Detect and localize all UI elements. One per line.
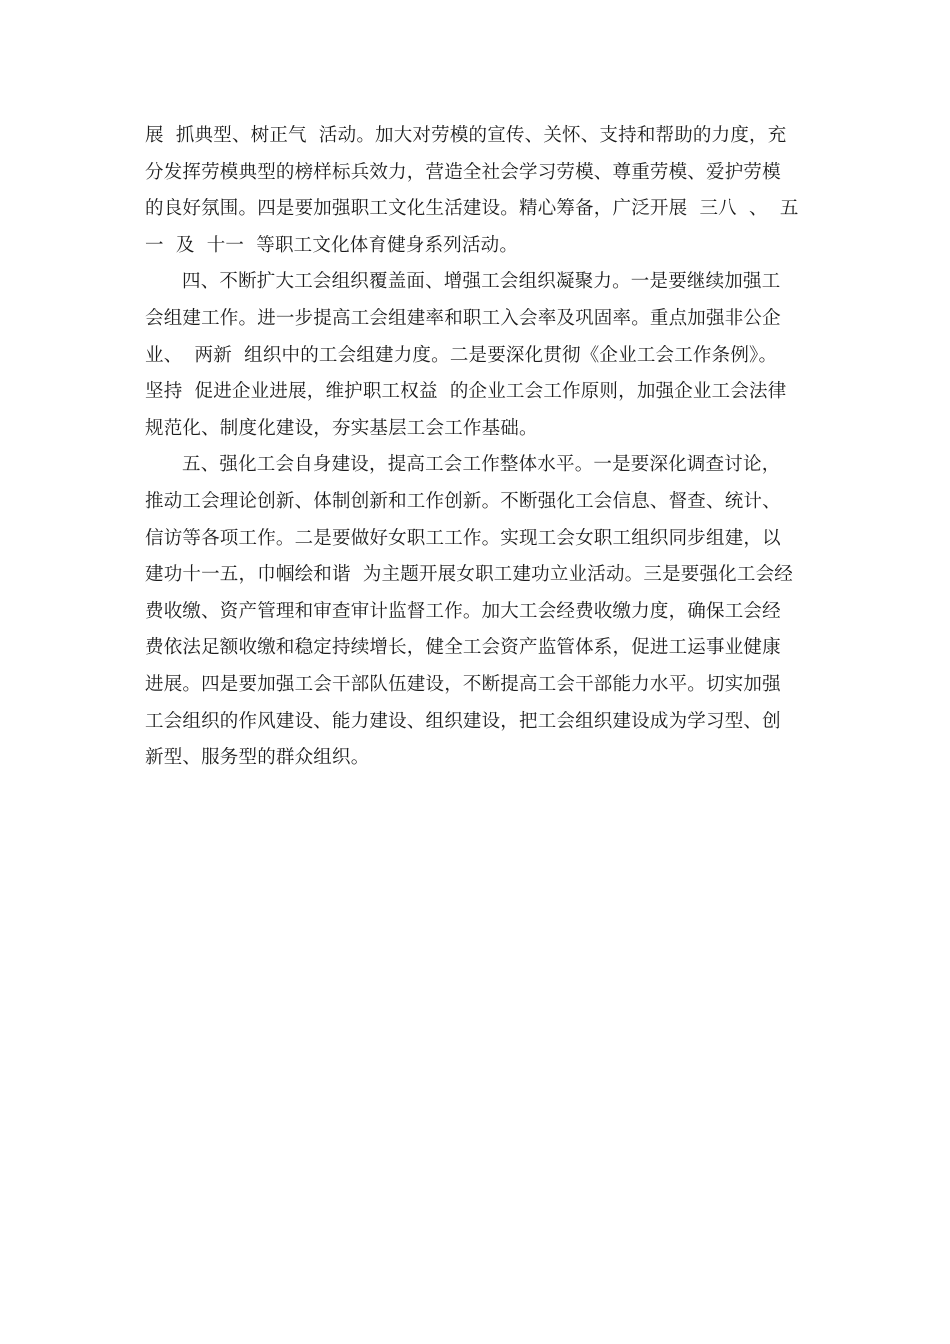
text-line: 业、 两新 组织中的工会组建力度。二是要深化贯彻《企业工会工作条例》。 [145, 344, 778, 366]
text-line: 一 及 十一 等职工文化体育健身系列活动。 [145, 234, 519, 256]
text-line: 坚持 促进企业进展，维护职工权益 的企业工会工作原则，加强企业工会法律 [145, 381, 787, 403]
text-line: 建功十一五，巾帼绘和谐 为主题开展女职工建功立业活动。三是要强化工会经 [145, 564, 793, 586]
paragraph-1 [145, 118, 810, 264]
text-line: 会组建工作。进一步提高工会组建率和职工入会率及巩固率。重点加强非公企 [145, 307, 781, 329]
paragraph-3 [145, 447, 810, 776]
text-line: 信访等各项工作。二是要做好女职工工作。实现工会女职工组织同步组建，以 [145, 527, 781, 549]
text-line: 的良好氛围。四是要加强职工文化生活建设。精心筹备，广泛开展 三八 、 五 [145, 198, 799, 220]
text-line: 五、强化工会自身建设，提高工会工作整体水平。一是要深化调查讨论， [182, 454, 781, 476]
paragraph-2 [145, 264, 810, 447]
text-line: 展 抓典型、树正气 活动。加大对劳模的宣传、关怀、支持和帮助的力度，充 [145, 125, 787, 146]
text-line: 工会组织的作风建设、能力建设、组织建设，把工会组织建设成为学习型、创 [145, 710, 781, 732]
text-line: 费依法足额收缴和稳定持续增长，健全工会资产监管体系，促进工运事业健康 [145, 637, 781, 659]
text-line: 分发挥劳模典型的榜样标兵效力，营造全社会学习劳模、尊重劳模、爱护劳模 [145, 161, 781, 183]
document-body [145, 118, 810, 777]
text-line: 规范化、制度化建设，夯实基层工会工作基础。 [145, 417, 538, 439]
text-line: 费收缴、资产管理和审查审计监督工作。加大工会经费收缴力度，确保工会经 [145, 600, 781, 622]
text-line: 新型、服务型的群众组织。 [145, 747, 370, 769]
text-line: 四、不断扩大工会组织覆盖面、增强工会组织凝聚力。一是要继续加强工 [182, 271, 781, 293]
text-line: 进展。四是要加强工会干部队伍建设，不断提高工会干部能力水平。切实加强 [145, 673, 781, 695]
text-line: 推动工会理论创新、体制创新和工作创新。不断强化工会信息、督查、统计、 [145, 490, 781, 512]
